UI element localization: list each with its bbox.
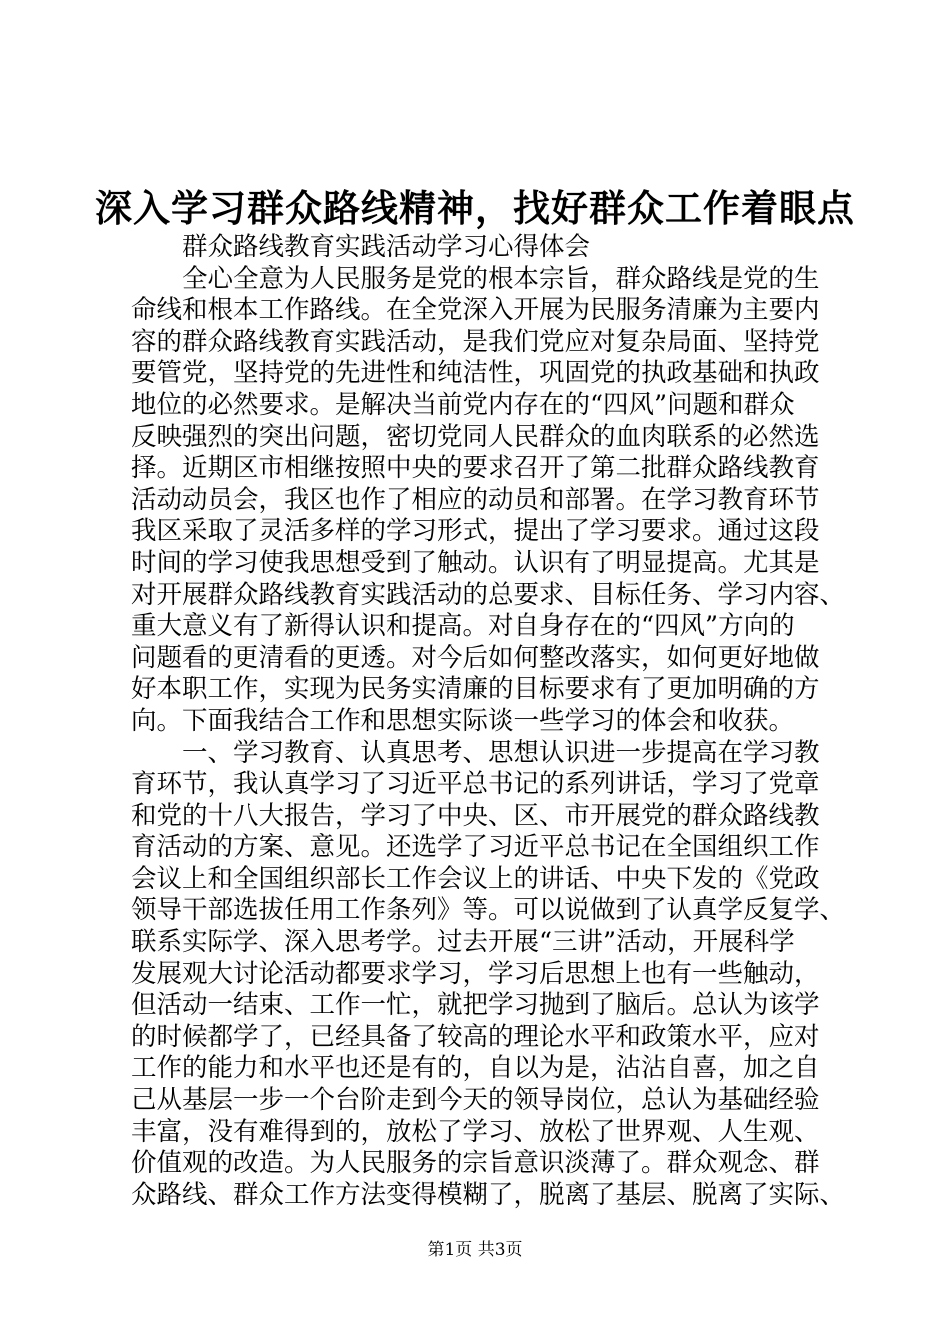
body-line: 一、学习教育、认真思考、思想认识进一步提高在学习教 xyxy=(131,737,820,768)
body-line: 价值观的改造。为人民服务的宗旨意识淡薄了。群众观念、群 xyxy=(131,1148,820,1179)
body-line: 对开展群众路线教育实践活动的总要求、目标任务、学习内容、 xyxy=(131,579,846,610)
body-line: 会议上和全国组织部长工作会议上的讲话、中央下发的《党政 xyxy=(131,863,820,894)
body-line: 育活动的方案、意见。还选学了习近平总书记在全国组织工作 xyxy=(131,832,820,863)
body-line: 和党的十八大报告，学习了中央、区、市开展党的群众路线教 xyxy=(131,800,820,831)
body-line: 反映强烈的突出问题，密切党同人民群众的血肉联系的必然选 xyxy=(131,421,820,452)
body-line: 我区采取了灵活多样的学习形式，提出了学习要求。通过这段 xyxy=(131,516,820,547)
body-line: 问题看的更清看的更透。对今后如何整改落实，如何更好地做 xyxy=(131,642,820,673)
body-line: 丰富，没有难得到的，放松了学习、放松了世界观、人生观、 xyxy=(131,1116,820,1147)
body-line: 全心全意为人民服务是党的根本宗旨，群众路线是党的生 xyxy=(131,263,820,294)
body-line: 重大意义有了新得认识和提高。对自身存在的“四风”方向的 xyxy=(131,611,795,642)
body-line: 联系实际学、深入思考学。过去开展“三讲”活动，开展科学 xyxy=(131,927,795,958)
body-line: 择。近期区市相继按照中央的要求召开了第二批群众路线教育 xyxy=(131,453,820,484)
body-line: 时间的学习使我思想受到了触动。认识有了明显提高。尤其是 xyxy=(131,547,820,578)
body-line: 己从基层一步一个台阶走到今天的领导岗位，总认为基础经验 xyxy=(131,1085,820,1116)
body-line: 群众路线教育实践活动学习心得体会 xyxy=(131,232,591,262)
body-line: 育环节，我认真学习了习近平总书记的系列讲话，学习了党章 xyxy=(131,769,820,800)
body-line: 活动动员会，我区也作了相应的动员和部署。在学习教育环节 xyxy=(131,484,820,515)
body-line: 发展观大讨论活动都要求学习，学习后思想上也有一些触动， xyxy=(131,958,820,989)
body-line: 领导干部选拔任用工作条列》等。可以说做到了认真学反复学、 xyxy=(131,895,846,926)
document-title: 深入学习群众路线精神，找好群众工作着眼点 xyxy=(95,186,855,230)
body-line: 工作的能力和水平也还是有的，自以为是，沾沾自喜，加之自 xyxy=(131,1053,820,1084)
body-line: 众路线、群众工作方法变得模糊了，脱离了基层、脱离了实际、 xyxy=(131,1179,846,1210)
document-body xyxy=(131,232,846,1211)
page-number: 第1页 共3页 xyxy=(427,1240,523,1260)
body-line: 地位的必然要求。是解决当前党内存在的“四风”问题和群众 xyxy=(131,389,795,420)
body-line: 命线和根本工作路线。在全党深入开展为民服务清廉为主要内 xyxy=(131,295,820,326)
body-line: 但活动一结束、工作一忙，就把学习抛到了脑后。总认为该学 xyxy=(131,990,820,1021)
body-line: 向。下面我结合工作和思想实际谈一些学习的体会和收获。 xyxy=(131,705,795,736)
body-line: 好本职工作，实现为民务实清廉的目标要求有了更加明确的方 xyxy=(131,674,820,705)
body-line: 容的群众路线教育实践活动，是我们党应对复杂局面、坚持党 xyxy=(131,326,820,357)
body-line: 的时候都学了，已经具备了较高的理论水平和政策水平，应对 xyxy=(131,1021,820,1052)
body-line: 要管党，坚持党的先进性和纯洁性，巩固党的执政基础和执政 xyxy=(131,358,820,389)
